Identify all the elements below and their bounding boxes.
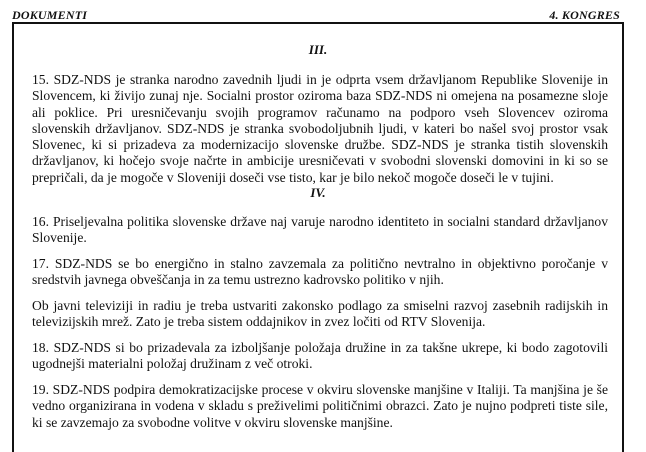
paragraph-19: 19. SDZ-NDS podpira demokratizacijske procese v okviru slovenske manjšine v Italiji. Ta manjšina je še vedno organizirana in vodena v skladu s preživelimi političnimi obrazci. Zato je nujno podpreti tiste sile, ki se zavzemajo za svobodne volitve v okviru slovenske manjšine. xyxy=(32,382,608,430)
section-heading-iii: III. xyxy=(308,42,328,57)
paragraph-17: 17. SDZ-NDS se bo energično in stalno zavzemala za politično nevtralno in objektivno poročanje v sredstvih javnega obveščanja in za temu ustrezno kadrovsko politiko v njih. xyxy=(32,256,608,288)
header-right: 4. KONGRES xyxy=(549,8,620,22)
paragraph-17-continued: Ob javni televiziji in radiu je treba ustvariti zakonsko podlago za smiselni razvoj zasebnih radijskih in televizijskih mrež. Zato je treba sistem oddajnikov in zvez ločiti od RTV Slovenija. xyxy=(32,298,608,330)
document-frame xyxy=(12,22,624,452)
header-left: DOKUMENTI xyxy=(12,8,88,22)
section-heading-iv: IV. xyxy=(310,185,326,200)
paragraph-16: 16. Priseljevalna politika slovenske države naj varuje narodno identiteto in socialni standard državljanov Slovenije. xyxy=(32,214,608,246)
paragraph-18: 18. SDZ-NDS si bo prizadevala za izboljšanje položaja družine in za takšne ukrepe, ki bodo zagotovili ugodnejši materialni položaj družinam z več otroki. xyxy=(32,340,608,372)
paragraph-15: 15. SDZ-NDS je stranka narodno zavednih ljudi in je odprta vsem državljanom Republike Slovenije in Slovencem, ki živijo zunaj nje. Socialni prostor oziroma baza SDZ-NDS ni omejena na posamezne sloje ali poklice. Pri uresničevanju svojih programov računamo na podporo vseh Slovencev oziroma slovenskih državljanov. SDZ-NDS je stranka svobodoljubnih ljudi, v kateri bo našel svoj prostor vsak Slovenec, ki si prizadeva za modernizacijo slovenske družbe. SDZ-NDS je stranka tistih slovenskih državljanov, ki hočejo svoje načrte in ambicije uresničevati v svobodni slovenski domovini in ki so se prepričali, da je mogoče v Sloveniji doseči vse tisto, kar je bilo nekoč mogoče doseči le v tujini. xyxy=(32,72,608,185)
